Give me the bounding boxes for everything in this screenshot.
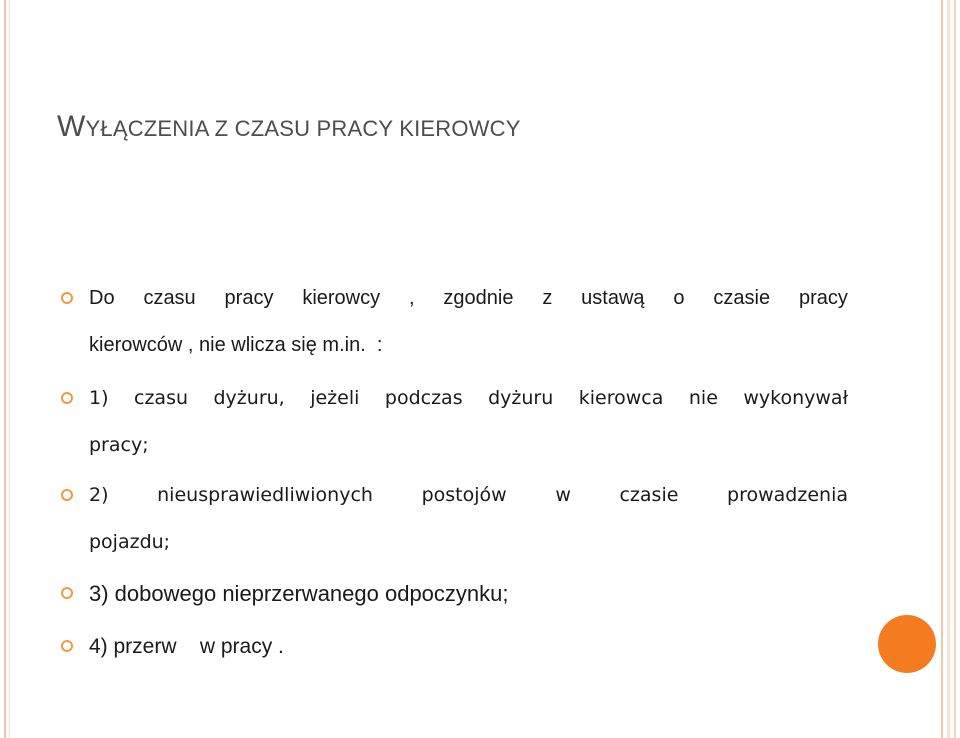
frame-line-right-middle — [947, 0, 950, 738]
paragraph-2-word: podczas — [384, 387, 463, 409]
paragraph-5-text: 4) przerw w pracy . — [89, 635, 284, 658]
paragraph-2-line-1 — [89, 375, 848, 422]
bullet-paragraph-3 — [58, 472, 848, 566]
paragraph-2-word: dyżuru — [488, 387, 554, 409]
paragraph-2-word: wykonywał — [743, 387, 848, 409]
paragraph-3-word: prowadzenia — [727, 484, 848, 506]
bullet-paragraph-1 — [58, 275, 848, 369]
frame-line-right — [941, 0, 943, 738]
bullet-ring-icon — [61, 292, 73, 304]
paragraph-3-word: w — [555, 484, 571, 506]
paragraph-3-line-2: pojazdu; — [89, 531, 171, 553]
frame-line-left — [4, 0, 6, 738]
frame-line-left-inner — [9, 0, 10, 738]
paragraph-1-word: czasu — [143, 287, 196, 309]
paragraph-1-word: z — [542, 287, 553, 309]
paragraph-1-word: kierowcy — [302, 287, 381, 309]
paragraph-1-word: pracy — [224, 287, 274, 309]
paragraph-3-word: nieusprawiedliwionych — [157, 484, 373, 506]
slide-title — [57, 110, 521, 144]
paragraph-2-line-2: pracy; — [89, 434, 149, 456]
paragraph-2-word: jeżeli — [310, 387, 360, 409]
bullet-ring-icon — [61, 392, 73, 404]
paragraph-1-word: zgodnie — [443, 287, 514, 309]
accent-circle — [878, 615, 936, 673]
paragraph-3-word: czasie — [619, 484, 679, 506]
bullet-ring-icon — [61, 587, 73, 599]
paragraph-1-word: o — [673, 287, 685, 309]
paragraph-4-text: 3) dobowego nieprzerwanego odpoczynku; — [89, 581, 509, 606]
slide-title-rest: YŁĄCZENIA Z CZASU PRACY KIEROWCY — [85, 116, 521, 141]
paragraph-3-line-1 — [89, 472, 848, 519]
slide-body — [58, 275, 848, 670]
bullet-ring-icon — [61, 640, 73, 652]
bullet-paragraph-5 — [58, 623, 848, 670]
paragraph-2-word: nie — [688, 387, 718, 409]
frame-line-right-outer — [954, 0, 956, 738]
paragraph-1-line-1 — [89, 275, 848, 322]
bullet-ring-icon — [61, 489, 73, 501]
paragraph-3-word: 2) — [89, 484, 109, 506]
bullet-paragraph-4 — [58, 570, 848, 617]
slide-title-initial: W — [57, 110, 86, 143]
paragraph-1-word: pracy — [798, 287, 848, 309]
paragraph-1-word: ustawą — [581, 287, 645, 309]
paragraph-1-word: Do — [89, 287, 115, 309]
bullet-paragraph-2 — [58, 375, 848, 469]
paragraph-2-word: czasu — [134, 387, 189, 409]
paragraph-1-word: , — [408, 287, 415, 309]
paragraph-2-word: 1) — [89, 387, 109, 409]
paragraph-1-line-2: kierowców , nie wlicza się m.in. : — [89, 334, 383, 356]
paragraph-1-word: czasie — [713, 287, 771, 309]
paragraph-3-word: postojów — [421, 484, 507, 506]
paragraph-2-word: kierowca — [578, 387, 664, 409]
paragraph-2-word: dyżuru, — [213, 387, 285, 409]
